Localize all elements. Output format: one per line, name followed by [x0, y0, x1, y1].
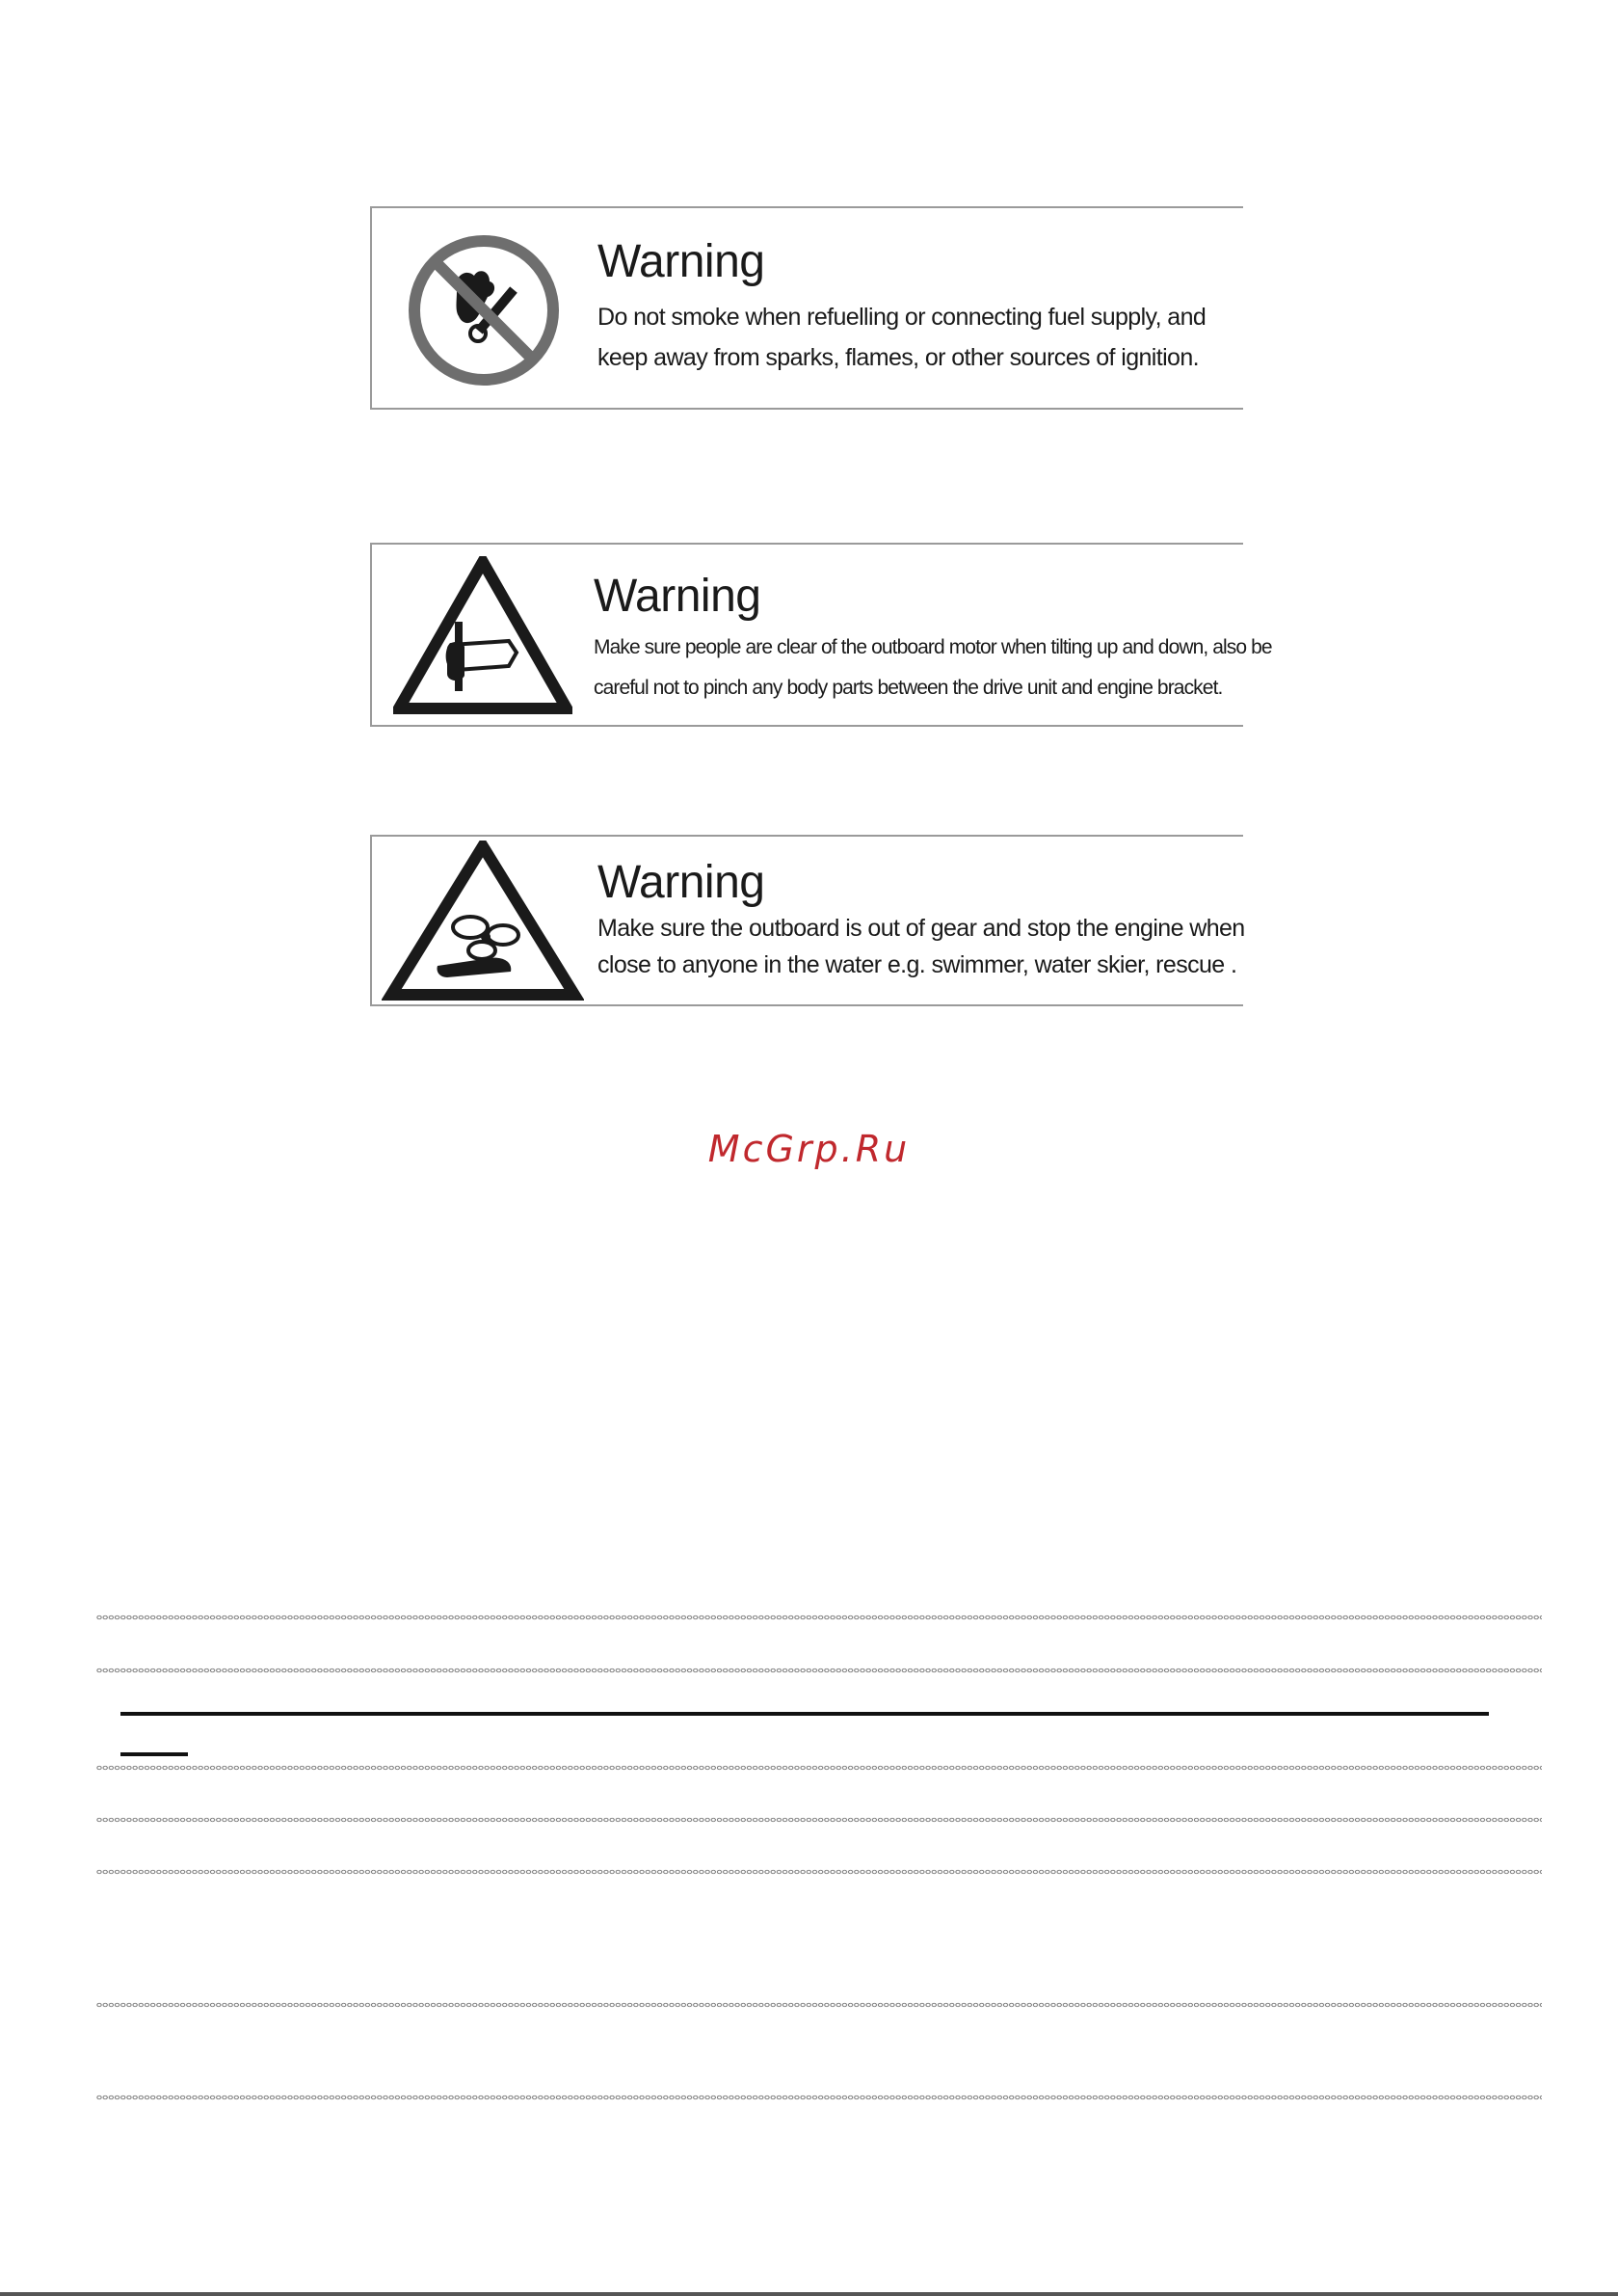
dotted-divider: [96, 1762, 1542, 1774]
warning-text-line-2: careful not to pinch any body parts between the drive unit and engine bracket.: [594, 677, 1223, 699]
warning-card-pinch: [370, 543, 1272, 727]
warning-text-line-1: Make sure people are clear of the outboard motor when tilting up and down, also be: [594, 636, 1272, 658]
dotted-divider: [96, 1866, 1542, 1878]
dotted-divider: [96, 1665, 1542, 1676]
warning-card-propeller: [370, 835, 1243, 1006]
warning-text-line-1: Do not smoke when refuelling or connecting fuel supply, and: [597, 304, 1207, 331]
dotted-divider: [96, 1999, 1542, 2011]
warning-title: Warning: [597, 236, 765, 287]
warning-text-line-2: keep away from sparks, flames, or other sources of ignition.: [597, 344, 1200, 371]
short-rule: [120, 1752, 188, 1756]
pinch-hazard-icon: [393, 556, 572, 716]
warning-title: Warning: [594, 571, 761, 622]
page-bottom-edge: [0, 2290, 1618, 2296]
horizontal-rule: [120, 1712, 1489, 1716]
warning-text-line-1: Make sure the outboard is out of gear and stop the engine when: [597, 915, 1245, 942]
propeller-hazard-icon: [382, 841, 584, 1001]
dotted-divider: [96, 2092, 1542, 2103]
warning-title: Warning: [597, 857, 765, 908]
warning-card-smoking: [370, 206, 1243, 410]
watermark: McGrp.Ru: [707, 1128, 911, 1170]
dotted-divider: [96, 1814, 1542, 1826]
dotted-divider: [96, 1612, 1542, 1623]
no-smoking-icon: [407, 233, 561, 387]
warning-text-line-2: close to anyone in the water e.g. swimmer, water skier, rescue .: [597, 951, 1237, 978]
